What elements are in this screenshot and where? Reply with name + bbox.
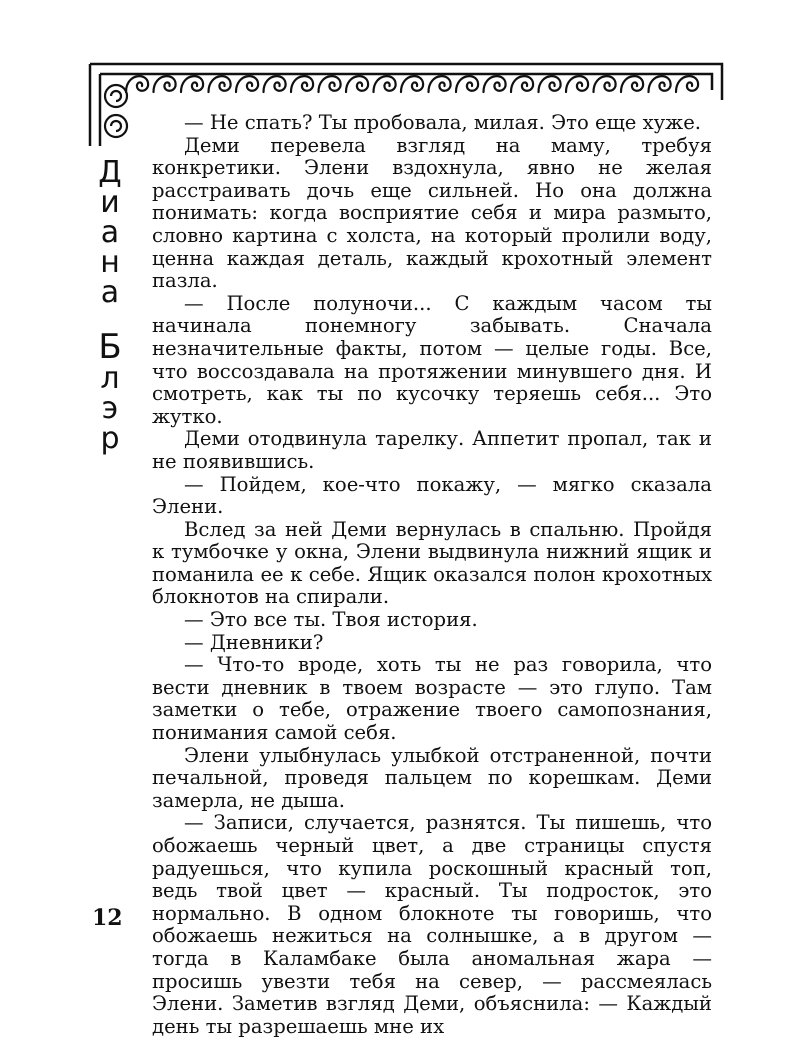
paragraph: — Что-то вроде, хоть ты не раз говорила, что вести дневник в твоем возрасте — это глупо. Там заметки о тебе, отражение твоего самопознания, понимания самой себя. xyxy=(152,653,712,745)
wave-spiral xyxy=(539,76,561,92)
wave-spiral xyxy=(401,76,423,92)
wave-spiral xyxy=(566,76,588,92)
paragraph: — Не спать? Ты пробовала, милая. Это еще хуже. xyxy=(184,111,702,134)
wave-spiral xyxy=(291,76,313,92)
paragraph: Деми отодвинула тарелку. Аппетит пропал, так и не появившись. xyxy=(152,427,712,473)
wave-spiral xyxy=(594,76,616,92)
paragraph: Деми перевела взгляд на маму, требуя конкретики. Элени вздохнула, явно не желая расстраивать дочь еще сильней. Но она должна понимать: когда восприятие себя и мира размыто, словно картина с холста, на который пролили воду, ценна каждая деталь, каждый крохотный элемент пазла. xyxy=(152,133,712,293)
running-title-letter: Д xyxy=(98,155,122,190)
wave-spiral xyxy=(181,76,203,92)
wave-spiral xyxy=(621,76,643,92)
paragraph: Вслед за ней Деми вернулась в спальню. Пройдя к тумбочке у окна, Элени выдвинула нижний ящик и поманила ее к себе. Ящик оказался полон крохотных блокнотов на спирали. xyxy=(152,517,712,609)
wave-spiral xyxy=(346,76,368,92)
running-title-vertical xyxy=(90,155,130,456)
wave-spiral xyxy=(209,76,231,92)
running-title-letter: а xyxy=(100,215,120,250)
wave-spiral xyxy=(429,76,451,92)
paragraph: — Записи, случается, разнятся. Ты пишешь, что обожаешь черный цвет, а две страницы спустя радуешься, что купила роскошный красный топ, ведь твой цвет — красный. Ты подросток, это нормально. В одном блокноте ты говоришь, что обожаешь нежиться на солнышке, а в другом — тогда в Каламбаке была аномальная жара — просишь увезти тебя на север, — рассмеялась Элени. Заметив взгляд Деми, объяснила: — Каждый день ты разрешаешь мне их xyxy=(152,811,712,1038)
running-title-letter: Б xyxy=(98,327,122,367)
running-title-letter: н xyxy=(100,245,120,280)
wave-spiral xyxy=(264,76,286,92)
wave-spiral xyxy=(676,76,698,92)
running-title-letter: р xyxy=(100,421,120,456)
running-title-letter: л xyxy=(100,361,120,396)
running-title-letter: э xyxy=(101,391,119,426)
running-title-letter: а xyxy=(100,275,120,310)
wave-spiral xyxy=(319,76,341,92)
paragraph: Элени улыбнулась улыбкой отстраненной, почти печальной, проведя пальцем по корешкам. Деми замерла, не дыша. xyxy=(152,743,712,812)
wave-spiral xyxy=(484,76,506,92)
body-text xyxy=(152,112,712,1038)
paragraph: — Дневники? xyxy=(184,630,324,654)
wave-spiral xyxy=(374,76,396,92)
paragraph: — Пойдем, кое-что покажу, — мягко сказала Элени. xyxy=(152,472,712,519)
wave-spiral xyxy=(236,76,258,92)
page-number: 12 xyxy=(92,905,123,931)
wave-spiral xyxy=(456,76,478,92)
wave-spiral xyxy=(126,76,148,92)
wave-spiral xyxy=(154,76,176,92)
wave-spiral xyxy=(649,76,671,92)
wave-spiral xyxy=(511,76,533,92)
paragraph: — Это все ты. Твоя история. xyxy=(184,608,478,632)
paragraph: — После полуночи... С каждым часом ты начинала понемногу забывать. Сначала незначительные факты, потом — целые годы. Все, что воссоздавала на протяжении минувшего дня. И смотреть, как ты по кусочку теряешь себя... Это жутко. xyxy=(152,291,712,428)
running-title-letter: и xyxy=(100,185,120,220)
